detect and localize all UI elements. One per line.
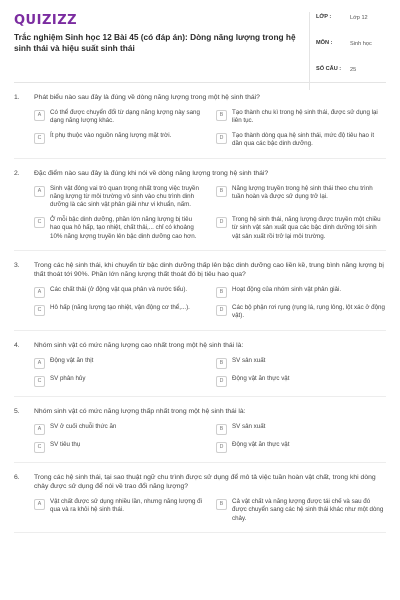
question-divider — [14, 396, 386, 397]
meta-row — [310, 64, 386, 90]
question-header — [14, 341, 386, 350]
meta-value: Lớp 12 — [350, 15, 368, 21]
option-letter-box: C — [34, 133, 45, 144]
question-number: 1. — [14, 94, 20, 101]
question-divider — [14, 462, 386, 463]
question-item — [14, 473, 386, 533]
question-divider — [14, 532, 386, 533]
question-text: Nhóm sinh vật có mức năng lượng cao nhất trong một hệ sinh thái là: — [34, 341, 244, 349]
answer-options — [34, 286, 386, 321]
answer-option[interactable] — [216, 286, 386, 298]
question-text: Trong các hệ sinh thái, tại sao thuật ngữ chu trình được sử dụng để mô tả việc tuần hoàn vật chất, trong khi dòng chảy được sử dụng để nói về trao đổi năng lượng? — [34, 473, 376, 490]
option-text: Vật chất được sử dụng nhiều lần, nhưng năng lượng đi qua và ra khỏi hệ sinh thái. — [50, 497, 202, 514]
question-header — [14, 473, 386, 491]
option-letter-box: B — [216, 424, 227, 435]
option-text: SV phân hủy — [50, 374, 86, 382]
question-text: Trong các hệ sinh thái, khi chuyển từ bậc dinh dưỡng thấp lên bậc dinh dưỡng cao liền kề, trung bình năng lượng bị thất thoát tới 90%. Phần lớn năng lượng thất thoát đó bị tiêu hao qua? — [34, 262, 384, 279]
answer-option[interactable] — [34, 185, 204, 210]
meta-key: MÔN : — [316, 40, 333, 46]
option-letter-box: C — [34, 305, 45, 316]
answer-option[interactable] — [34, 132, 204, 149]
option-letter-box: A — [34, 499, 45, 510]
question-item — [14, 341, 386, 397]
question-header — [14, 407, 386, 416]
option-text: Động vật ăn thịt — [50, 356, 94, 364]
option-letter-box: D — [216, 217, 227, 228]
option-letter-box: D — [216, 442, 227, 453]
answer-option[interactable] — [216, 375, 386, 387]
question-number: 6. — [14, 473, 20, 481]
answer-option[interactable] — [216, 441, 386, 453]
question-divider — [14, 158, 386, 159]
answer-option[interactable] — [34, 498, 204, 523]
question-header — [14, 93, 386, 102]
option-letter-box: A — [34, 424, 45, 435]
question-divider — [14, 250, 386, 251]
answer-option[interactable] — [216, 357, 386, 369]
option-letter-box: B — [216, 358, 227, 369]
option-letter-box: A — [34, 358, 45, 369]
question-item — [14, 261, 386, 331]
option-text: SV ở cuối chuỗi thức ăn — [50, 422, 117, 430]
option-text: SV sản xuất — [232, 356, 266, 364]
question-text: Phát biểu nào sau đây là đúng về dòng năng lượng trong một hệ sinh thái? — [34, 94, 260, 101]
answer-option[interactable] — [216, 109, 386, 126]
answer-option[interactable] — [216, 132, 386, 149]
option-text: Tạo thành chu kì trong hệ sinh thái, được sử dụng lại liên tục. — [232, 109, 378, 125]
question-number: 2. — [14, 169, 20, 177]
option-text: Động vật ăn thực vật — [232, 374, 290, 382]
option-text: Hô hấp (năng lượng tạo nhiệt, vận động cơ thể,...). — [50, 304, 190, 312]
question-text: Đặc điểm nào sau đây là đúng khi nói về dòng năng lượng trong hệ sinh thái? — [34, 169, 269, 177]
worksheet-meta — [309, 12, 386, 90]
question-list — [14, 83, 386, 533]
option-letter-box: C — [34, 442, 45, 453]
option-text: Ít phụ thuộc vào nguồn năng lượng mặt trời. — [50, 131, 172, 139]
option-text: Ở mỗi bậc dinh dưỡng, phần lớn năng lượng bị tiêu hao qua hô hấp, tạo nhiệt, chất thải,... chỉ có khoảng 10% năng lượng truyền lên bậc dinh dưỡng cao hơn. — [50, 215, 197, 240]
option-text: Tạo thành dòng qua hệ sinh thái, mức độ tiêu hao ít dần qua các bậc dinh dưỡng. — [232, 131, 375, 148]
question-item — [14, 169, 386, 251]
option-text: SV sản xuất — [232, 422, 266, 430]
option-text: Các bộ phận rơi rụng (rụng lá, rụng lông, lột xác ở động vật). — [232, 304, 385, 320]
answer-option[interactable] — [34, 357, 204, 369]
option-letter-box: D — [216, 305, 227, 316]
answer-option[interactable] — [34, 304, 204, 321]
option-letter-box: A — [34, 110, 45, 121]
question-number: 5. — [14, 407, 20, 415]
option-letter-box: A — [34, 186, 45, 197]
worksheet-header — [14, 0, 386, 83]
question-header — [14, 261, 386, 279]
answer-option[interactable] — [34, 286, 204, 298]
option-letter-box: C — [34, 376, 45, 387]
answer-option[interactable] — [34, 441, 204, 453]
answer-option[interactable] — [216, 304, 386, 321]
option-text: Cả vật chất và năng lượng được tái chế và sau đó được chuyển sang các hệ sinh thái khác như một dòng chảy. — [232, 497, 384, 522]
question-divider — [14, 330, 386, 331]
answer-options — [34, 498, 386, 523]
option-letter-box: B — [216, 499, 227, 510]
answer-options — [34, 423, 386, 453]
option-text: Năng lượng truyền trong hệ sinh thái theo chu trình tuần hoàn và được sử dụng trở lại. — [232, 184, 373, 201]
option-letter-box: B — [216, 110, 227, 121]
quizizz-logo: QUIZIZZ — [14, 13, 78, 28]
meta-value: Sinh học — [350, 41, 372, 47]
option-letter-box: B — [216, 287, 227, 298]
option-text: Các chất thải (ở động vật qua phân và nước tiểu). — [50, 286, 188, 294]
option-text: Có thể được chuyển đổi từ dạng năng lượng này sang dạng năng lượng khác. — [50, 109, 200, 125]
option-text: Sinh vật đóng vai trò quan trọng nhất trong việc truyền năng lượng từ môi trường vô sinh vào chu trình dinh dưỡng là các sinh vật phân giải như vi khuẩn, nấm. — [50, 184, 199, 209]
option-text: Hoạt động của nhóm sinh vật phân giải. — [232, 286, 342, 294]
option-text: Trong hệ sinh thái, năng lượng được truyền một chiều từ sinh vật sản xuất qua các bậc dinh dưỡng tới sinh vật sản xuất rồi trở lại môi trường. — [232, 215, 381, 240]
question-number: 3. — [14, 262, 20, 270]
answer-options — [34, 357, 386, 387]
meta-key: SỐ CÂU : — [316, 66, 342, 72]
answer-option[interactable] — [216, 185, 386, 210]
meta-row — [310, 12, 386, 38]
question-number: 4. — [14, 341, 20, 349]
option-letter-box: D — [216, 133, 227, 144]
answer-option[interactable] — [216, 498, 386, 523]
answer-option[interactable] — [216, 423, 386, 435]
option-text: SV tiêu thụ — [50, 440, 81, 448]
meta-key: LỚP : — [316, 14, 332, 20]
answer-option[interactable] — [216, 216, 386, 241]
option-letter-box: C — [34, 217, 45, 228]
answer-options — [34, 185, 386, 241]
question-item — [14, 93, 386, 159]
question-text: Nhóm sinh vật có mức năng lượng thấp nhất trong một hệ sinh thái là: — [34, 407, 246, 415]
meta-row — [310, 38, 386, 64]
question-item — [14, 407, 386, 463]
option-letter-box: A — [34, 287, 45, 298]
option-letter-box: B — [216, 186, 227, 197]
question-header — [14, 169, 386, 178]
option-text: Động vật ăn thực vật — [232, 440, 290, 448]
meta-value: 25 — [350, 67, 357, 73]
answer-option[interactable] — [34, 375, 204, 387]
worksheet-title: Trắc nghiệm Sinh học 12 Bài 45 (có đáp án): Dòng năng lượng trong hệ sinh thái và hiệu suất sinh thái — [14, 32, 296, 53]
answer-options — [34, 109, 386, 149]
option-letter-box: D — [216, 376, 227, 387]
answer-option[interactable] — [34, 216, 204, 241]
answer-option[interactable] — [34, 109, 204, 126]
answer-option[interactable] — [34, 423, 204, 435]
